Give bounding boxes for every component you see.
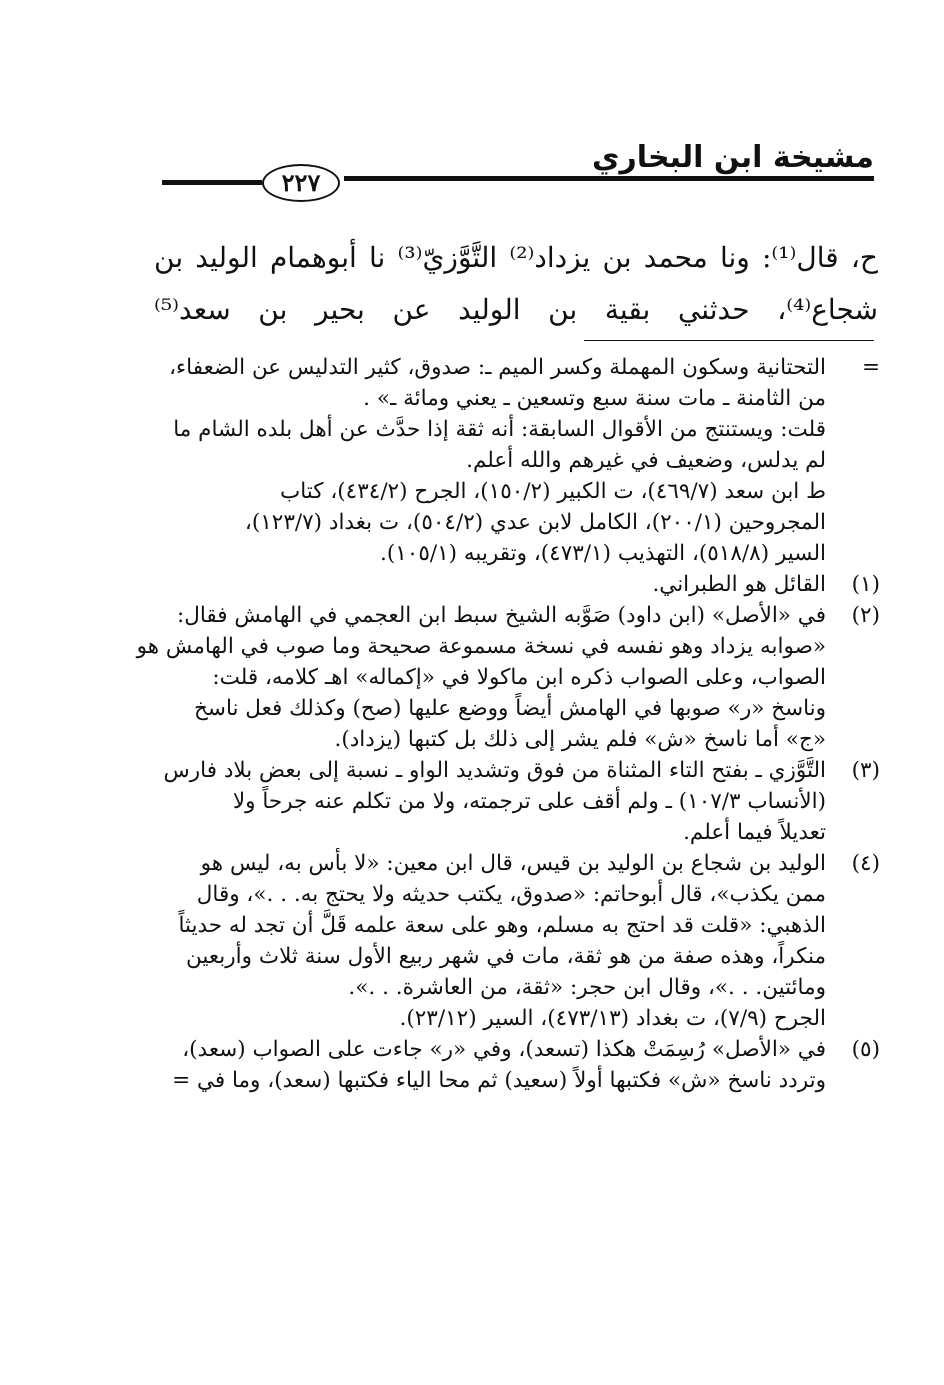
running-header-title: مشيخة ابن البخاري [591,140,874,175]
header-rule-left [162,180,262,185]
footnote-line: «صوابه يزداد وهو نفسه في نسخة مسموعة صحيحة وما صوب في الهامش هو [136,634,826,659]
page-number: ٢٢٧ [262,164,340,202]
footnote-line: من الثامنة ـ مات سنة سبع وتسعين ـ يعني ومائة ـ» . [363,386,826,411]
footnote-line: ط ابن سعد (٤٦٩/٧)، ت الكبير (١٥٠/٢)، الجرح (٤٣٤/٢)، كتاب [279,479,826,504]
footnote-2 [74,600,880,755]
footnote-line: القائل هو الطبراني. [652,572,826,597]
footnote-4 [74,848,880,1034]
footnote-line: في «الأصل» رُسِمَتْ هكذا (تسعد)، وفي «ر» جاءت على الصواب (سعد)، [182,1037,826,1062]
footnote-line: تعديلاً فيما أعلم. [683,820,826,845]
footnote-line: السير (٥١٨/٨)، التهذيب (٤٧٣/١)، وتقريبه (١٠٥/١). [379,541,826,566]
footnote-line: الجرح (٧/٩)، ت بغداد (٤٧٣/١٣)، السير (٢٣/١٢). [399,1006,826,1031]
footnote-line: لم يدلس، وضعيف في غيرهم والله أعلم. [466,448,826,473]
main-text-line: شجاع⁽⁴⁾، حدثني بقية بن الوليد عن بحير بن سعد⁽⁵⁾ [154,293,878,326]
footnote-marker: (٤) [851,851,880,876]
footnote-line: ومائتين. . .»، وقال ابن حجر: «ثقة، من العاشرة. . .». [348,975,826,1000]
footnote-continuation [74,352,880,569]
footnote-line: التَّوَّزي ـ بفتح التاء المثناة من فوق وتشديد الواو ـ نسبة إلى بعض بلاد فارس [163,758,826,783]
footnote-marker: (١) [851,572,880,597]
main-text [154,232,878,336]
footnote-line: الوليد بن شجاع بن الوليد بن قيس، قال ابن معين: «لا بأس به، ليس هو [200,851,826,876]
footnote-marker: (٥) [851,1037,880,1062]
footnote-marker: (٣) [851,758,880,783]
footnote-line: ممن يكذب»، قال أبوحاتم: «صدوق، يكتب حديثه ولا يحتج به. . .»، وقال [196,882,826,907]
footnote-5 [74,1034,880,1096]
footnote-line: الذهبي: «قلت قد احتج به مسلم، وهو على سعة علمه قَلَّ أن تجد له حديثاً [178,913,826,938]
footnote-line: «ج» أما ناسخ «ش» فلم يشر إلى ذلك بل كتبها (يزداد). [334,727,826,752]
main-text-line: ح، قال⁽¹⁾: ونا محمد بن يزداد⁽²⁾ التَّوَّزيّ⁽³⁾ نا أبوهمام الوليد بن [154,241,878,274]
footnote-3 [74,755,880,848]
header-rule-thick [344,176,874,181]
footnote-line: المجروحين (٢٠٠/١)، الكامل لابن عدي (٥٠٤/٢)، ت بغداد (١٢٣/٧)، [244,510,826,535]
footnotes [74,352,880,1096]
footnote-1 [74,569,880,600]
continuation-marker: = [861,355,880,380]
footnote-line: وتردد ناسخ «ش» فكتبها أولاً (سعيد) ثم محا الياء فكتبها (سعد)، وما في = [172,1068,826,1093]
footnote-line: في «الأصل» (ابن داود) صَوَّبه الشيخ سبط ابن العجمي في الهامش فقال: [176,603,826,628]
footnote-line: (الأنساب ١٠٧/٣) ـ ولم أقف على ترجمته، ولا من تكلم عنه جرحاً ولا [232,789,826,814]
footnote-line: التحتانية وسكون المهملة وكسر الميم ـ: صدوق، كثير التدليس عن الضعفاء، [169,355,826,380]
footnote-marker: (٢) [851,603,880,628]
footnote-separator [584,340,874,341]
footnote-line: منكراً، وهذه صفة من هو ثقة، مات في شهر ربيع الأول سنة ثلاث وأربعين [186,944,826,969]
footnote-line: وناسخ «ر» صوبها في الهامش أيضاً ووضع عليها (صح) وكذلك فعل ناسخ [194,696,826,721]
footnote-line: قلت: ويستنتج من الأقوال السابقة: أنه ثقة إذا حدَّث عن أهل بلده الشام ما [173,417,826,442]
footnote-line: الصواب، وعلى الصواب ذكره ابن ماكولا في «إكماله» اهـ كلامه، قلت: [212,665,826,690]
